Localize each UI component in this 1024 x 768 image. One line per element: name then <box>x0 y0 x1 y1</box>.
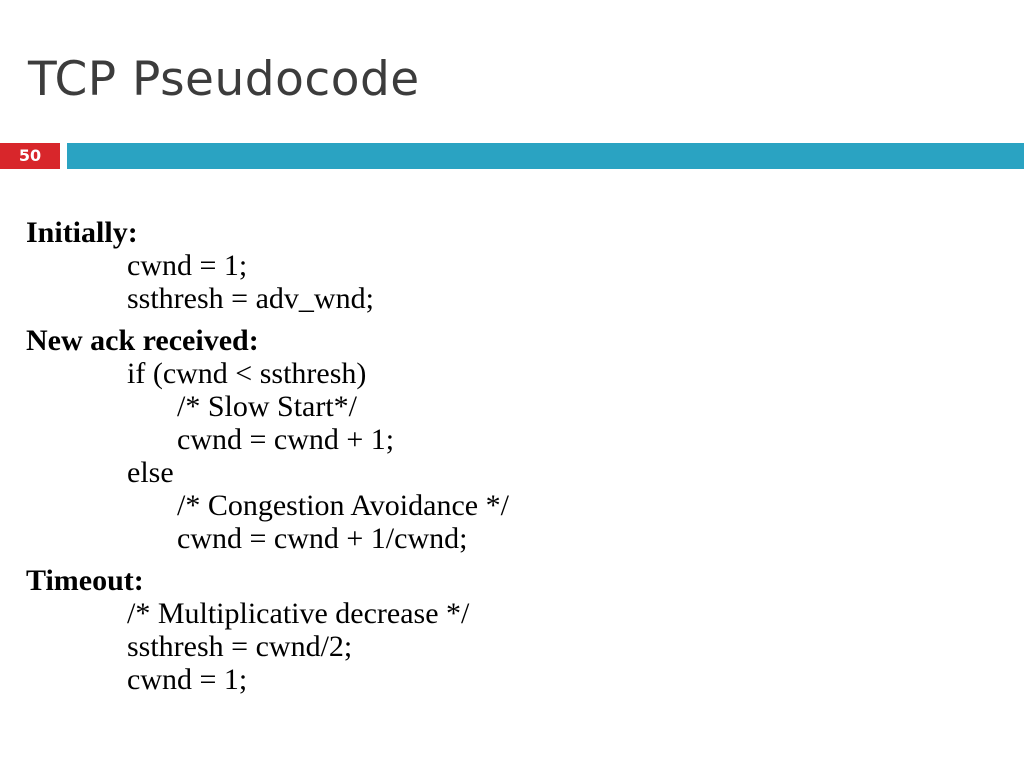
pseudocode-block <box>26 216 509 696</box>
code-comment: /* Multiplicative decrease */ <box>127 597 470 630</box>
code-line: cwnd = 1; <box>127 249 248 282</box>
code-line: cwnd = cwnd + 1/cwnd; <box>177 522 468 555</box>
code-comment: /* Congestion Avoidance */ <box>177 489 509 522</box>
section-heading-new-ack: New ack received: <box>26 324 259 357</box>
code-line: ssthresh = adv_wnd; <box>127 282 374 315</box>
section-heading-initially: Initially: <box>26 216 138 249</box>
code-line-if: if (cwnd < ssthresh) <box>127 357 367 390</box>
slide-number-badge: 50 <box>0 143 60 169</box>
title-rule-bar <box>67 143 1024 169</box>
code-line: ssthresh = cwnd/2; <box>127 630 353 663</box>
code-line: cwnd = cwnd + 1; <box>177 423 395 456</box>
code-line-else: else <box>127 456 174 489</box>
slide-title: TCP Pseudocode <box>28 52 420 107</box>
code-comment: /* Slow Start*/ <box>177 390 358 423</box>
code-line: cwnd = 1; <box>127 663 248 696</box>
section-heading-timeout: Timeout: <box>26 564 144 597</box>
